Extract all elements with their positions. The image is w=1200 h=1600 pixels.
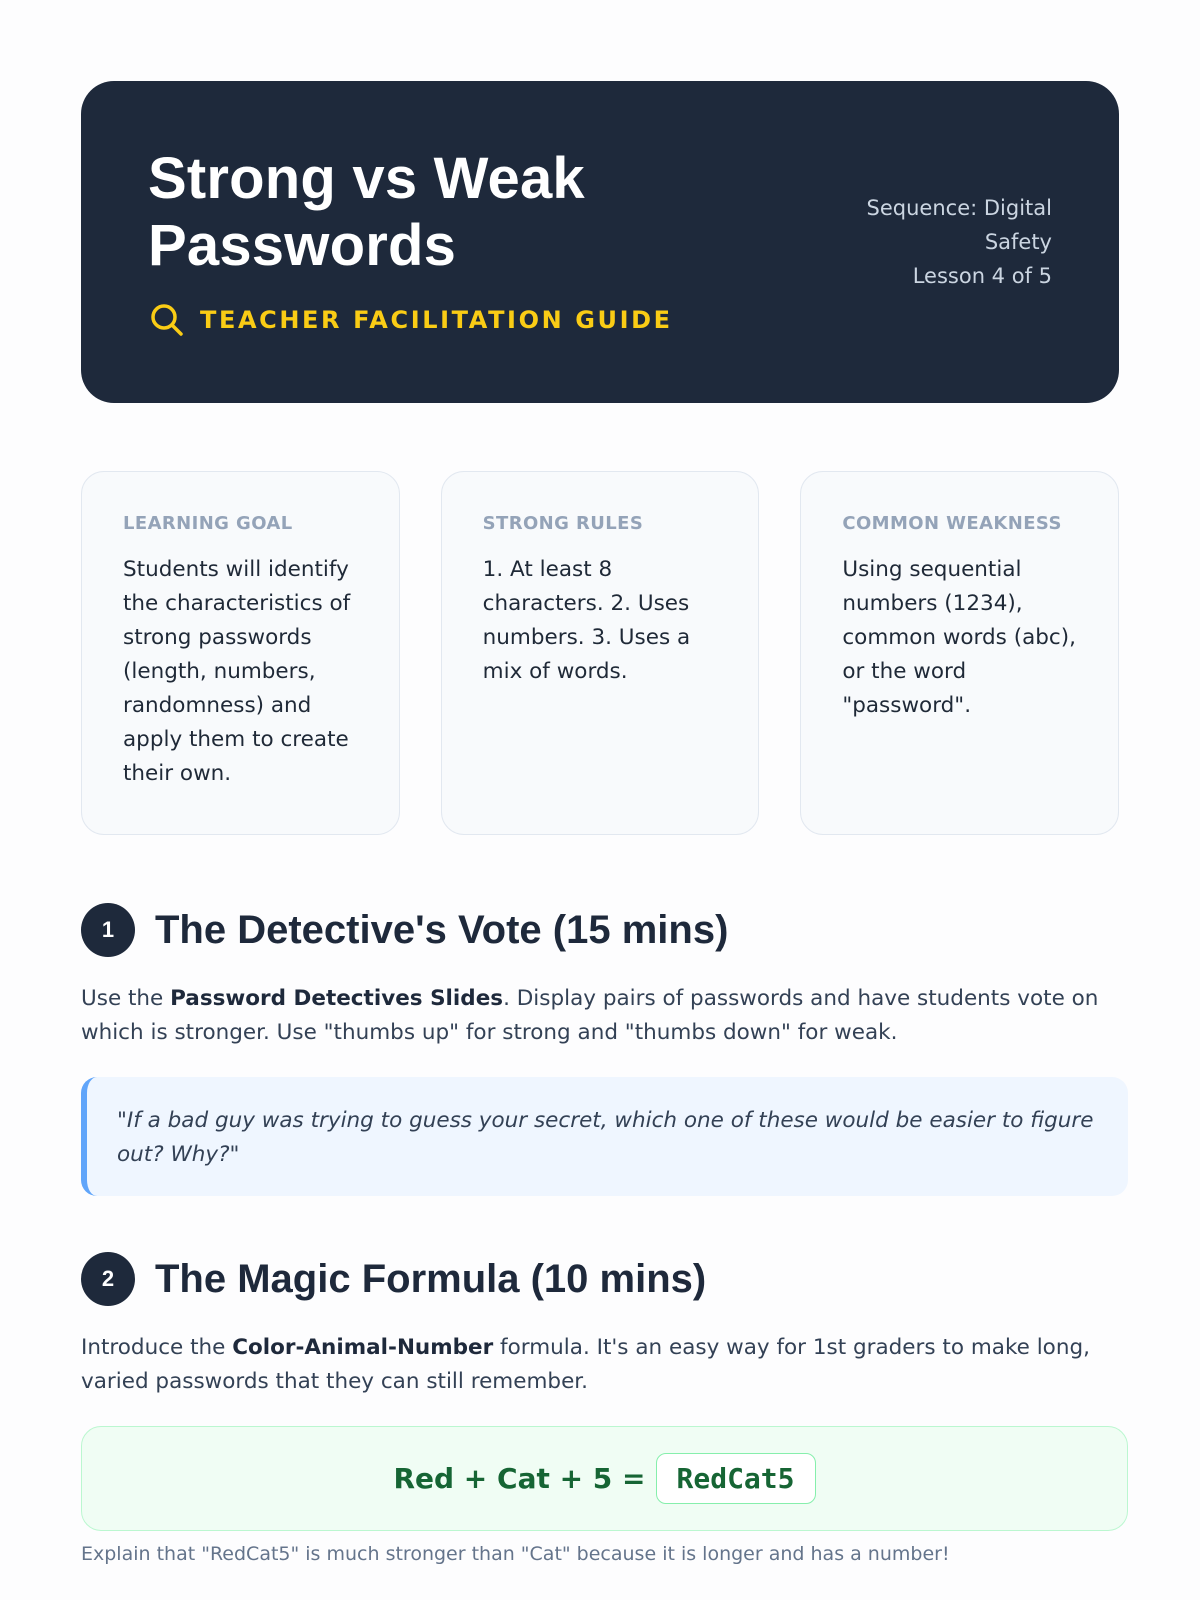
guide-subtitle (148, 301, 748, 339)
page-title-line-1: Strong vs Weak (148, 146, 585, 211)
card-label: LEARNING GOAL (123, 513, 293, 534)
section-2-text (81, 1331, 1131, 1399)
page-title (148, 145, 748, 279)
discussion-quote: "If a bad guy was trying to guess your secret, which one of these would be easier to figure out? Why?" (81, 1077, 1128, 1196)
formula-result: RedCat5 (656, 1453, 816, 1504)
section-2-text-start: Introduce the (81, 1335, 233, 1360)
section-2-heading (81, 1252, 1131, 1306)
card-body: 1. At least 8 characters. 2. Uses numbers. 3. Uses a mix of words. (482, 557, 691, 684)
section-1-text (81, 982, 1131, 1050)
section-1-heading (81, 903, 1131, 957)
section-1-title: The Detective's Vote (15 mins) (155, 907, 729, 952)
section-2-text-end: formula. It's an easy way for 1st graders to make long, varied passwords that they can still remember. (81, 1335, 1090, 1394)
card-body: Using sequential numbers (1234), common words (abc), or the word "password". (842, 557, 1076, 718)
formula-name: Color-Animal-Number (232, 1335, 494, 1360)
card-label: COMMON WEAKNESS (842, 513, 1062, 534)
page-title-line-2: Passwords (148, 213, 457, 278)
section-2-title: The Magic Formula (10 mins) (155, 1256, 707, 1301)
sequence-line-1: Sequence: Digital (866, 196, 1052, 220)
step-number-badge: 2 (81, 1252, 135, 1306)
strong-rules-card (441, 471, 760, 835)
card-label: STRONG RULES (482, 513, 644, 534)
card-body: Students will identify the characteristics of strong passwords (length, numbers, randomness) and apply them to create their own. (123, 557, 351, 786)
formula-example (81, 1426, 1128, 1531)
guide-subtitle-text: TEACHER FACILITATION GUIDE (200, 306, 673, 334)
section-1-text-end: . Display pairs of passwords and have students vote on which is stronger. Use "thumbs up" for strong and "thumbs down" for weak. (81, 986, 1099, 1045)
formula-footnote: Explain that "RedCat5" is much stronger than "Cat" because it is longer and has a number! (81, 1543, 950, 1565)
slides-name: Password Detectives Slides (170, 986, 504, 1011)
header-left (148, 145, 748, 339)
lesson-number: Lesson 4 of 5 (912, 264, 1052, 288)
learning-goal-card (81, 471, 400, 835)
step-number-badge: 1 (81, 903, 135, 957)
section-1-text-start: Use the (81, 986, 171, 1011)
formula-expression: Red + Cat + 5 = (393, 1462, 646, 1495)
sequence-line-2: Safety (984, 230, 1052, 254)
common-weakness-card (800, 471, 1119, 835)
lesson-header (81, 81, 1119, 403)
search-icon (148, 301, 186, 339)
sequence-meta (842, 191, 1052, 293)
info-cards (81, 471, 1119, 835)
